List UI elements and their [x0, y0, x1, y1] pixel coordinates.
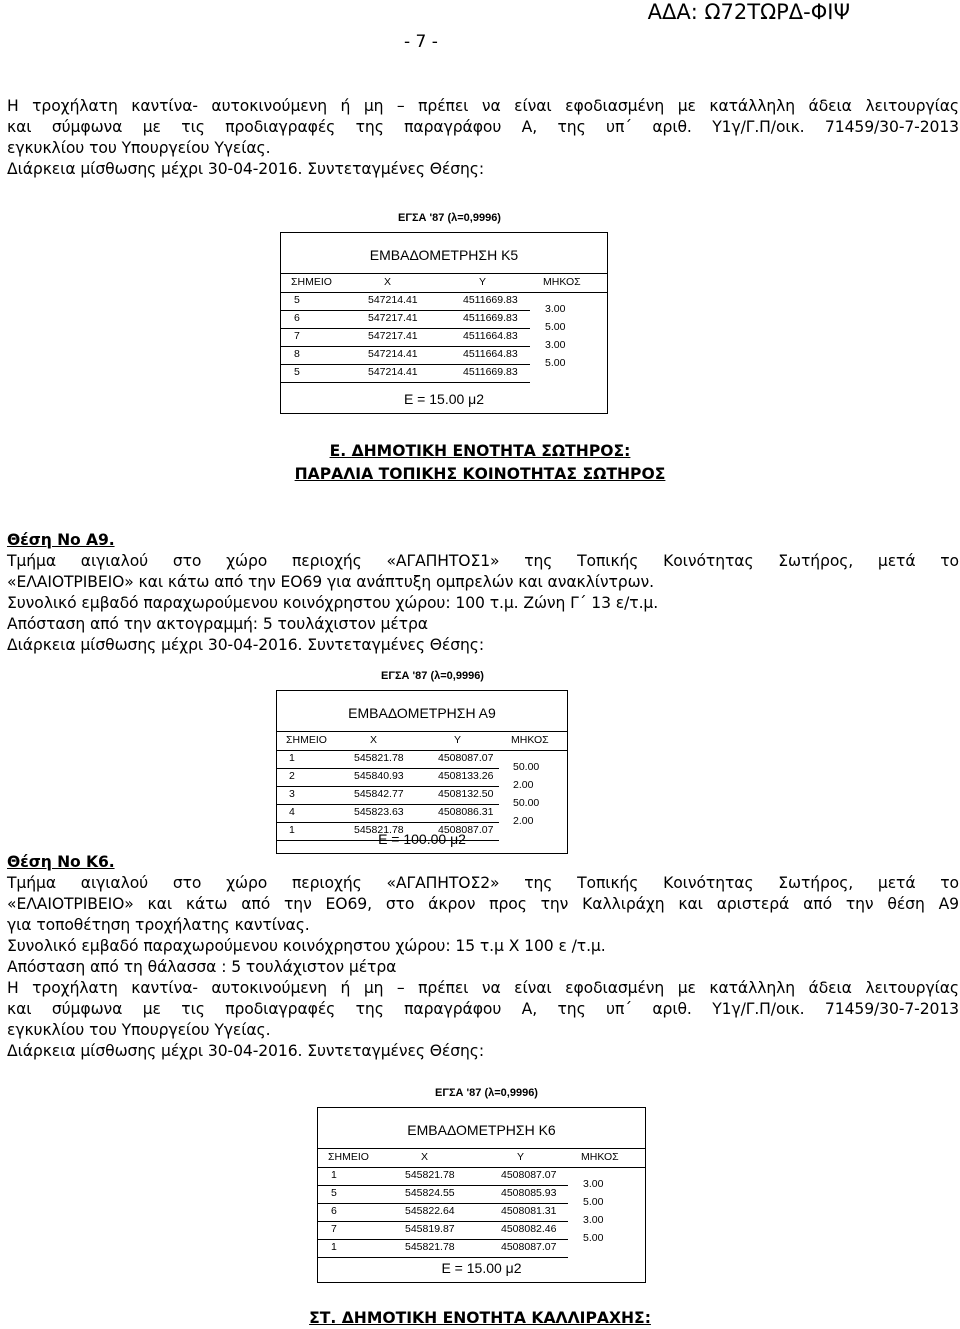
text-line: «ΕΛΑΙΟΤΡΙΒΕΙΟ» και κάτω από την ΕΟ69, στο άκρον προς την Καλλιράχη και αριστερά από την θέση Α9 — [7, 895, 959, 913]
table-cell: 547217.41 — [368, 312, 418, 324]
table-cell: 5 — [294, 366, 300, 378]
text-line: Συνολικό εμβαδό παραχωρούμενου κοινόχρηστου χώρου: 100 τ.μ. Ζώνη Γ΄ 13 ε/τ.μ. — [7, 594, 659, 612]
segment-length: 50.00 — [513, 761, 540, 773]
egsa-label: ΕΓΣΑ '87 (λ=0,9996) — [435, 1087, 538, 1099]
table-cell: 545823.63 — [354, 806, 404, 818]
segment-length: 5.00 — [545, 321, 566, 333]
text-line: Διάρκεια μίσθωσης μέχρι 30-04-2016. Συντεταγμένες Θέσης: — [7, 1042, 485, 1060]
segment-length: 3.00 — [545, 339, 566, 351]
table-cell: 4511669.83 — [463, 312, 518, 324]
segment-length: 50.00 — [513, 797, 540, 809]
text-line: Απόσταση από την ακτογραμμή: 5 τουλάχιστον μέτρα — [7, 615, 428, 633]
column-header: Χ — [421, 1151, 429, 1163]
position-k6-paragraph — [7, 852, 959, 1062]
text-line: Συνολικό εμβαδό παραχωρούμενου κοινόχρηστου χώρου: 15 τ.μ Χ 100 ε /τ.μ. — [7, 937, 606, 955]
column-header: Χ — [370, 734, 378, 746]
segment-length: 2.00 — [513, 779, 534, 791]
ada-code: ΑΔΑ: Ω72ΤΩΡΔ-ΦΙΨ — [647, 0, 850, 24]
column-header: Υ — [479, 276, 487, 288]
table-cell: 4511664.83 — [463, 348, 518, 360]
segment-length: 5.00 — [583, 1196, 604, 1208]
text-line: και σύμφωνα με τις προδιαγραφές της παραγράφου Α, της υπ΄ αριθ. Υ1γ/Γ.Π/οικ. 71459/30-7-2013 — [7, 118, 959, 136]
table-frame — [280, 232, 608, 414]
section-subtitle-e: ΠΑΡΑΛΙΑ ΤΟΠΙΚΗΣ ΚΟΙΝΟΤΗΤΑΣ ΣΩΤΗΡΟΣ — [294, 465, 666, 483]
coordinate-table-k5 — [280, 212, 608, 414]
table-cell: 4508082.46 — [501, 1223, 557, 1235]
table-cell: 545822.64 — [405, 1205, 455, 1217]
table-title: ΕΜΒΑΔΟΜΕΤΡΗΣΗ Κ6 — [407, 1122, 556, 1138]
table-cell: 3 — [289, 788, 295, 800]
table-cell: 1 — [331, 1169, 337, 1181]
table-cell: 1 — [331, 1241, 337, 1253]
egsa-label: ΕΓΣΑ '87 (λ=0,9996) — [398, 212, 501, 224]
table-cell: 4508086.31 — [438, 806, 494, 818]
table-cell: 7 — [294, 330, 300, 342]
table-cell: 547217.41 — [368, 330, 418, 342]
table-cell: 6 — [294, 312, 300, 324]
column-header: Χ — [384, 276, 392, 288]
segment-length: 3.00 — [583, 1178, 604, 1190]
table-cell: 6 — [331, 1205, 337, 1217]
table-cell: 1 — [289, 752, 295, 764]
table-frame — [317, 1107, 646, 1283]
table-cell: 4508087.07 — [501, 1169, 557, 1181]
text-line: για τοποθέτηση τροχήλατης καντίνας. — [7, 916, 310, 934]
table-cell: 545821.78 — [354, 752, 404, 764]
column-header: ΣΗΜΕΙΟ — [328, 1151, 369, 1163]
segment-length: 5.00 — [583, 1232, 604, 1244]
table-cell: 545821.78 — [405, 1169, 455, 1181]
table-cell: 4511669.83 — [463, 294, 518, 306]
intro-paragraph — [7, 96, 959, 180]
table-title: ΕΜΒΑΔΟΜΕΤΡΗΣΗ Α9 — [348, 705, 496, 721]
position-heading: Θέση Νο Κ6. — [7, 853, 115, 871]
position-a9-paragraph — [7, 530, 959, 656]
table-title: ΕΜΒΑΔΟΜΕΤΡΗΣΗ Κ5 — [369, 247, 519, 263]
section-title-st: ΣΤ. ΔΗΜΟΤΙΚΗ ΕΝΟΤΗΤΑ ΚΑΛΛΙΡΑΧΗΣ: — [309, 1309, 651, 1327]
column-header: Υ — [517, 1151, 525, 1163]
text-line: εγκυκλίου του Υπουργείου Υγείας. — [7, 139, 271, 157]
column-header: Υ — [454, 734, 462, 746]
table-cell: 2 — [289, 770, 295, 782]
table-cell: 545840.93 — [354, 770, 404, 782]
table-cell: 8 — [294, 348, 300, 360]
table-cell: 7 — [331, 1223, 337, 1235]
text-line: Απόσταση από τη θάλασσα : 5 τουλάχιστον μέτρα — [7, 958, 397, 976]
table-cell: 545824.55 — [405, 1187, 455, 1199]
text-line: Η τροχήλατη καντίνα- αυτοκινούμενη ή μη – πρέπει να είναι εφοδιασμένη με κατάλληλη άδεια λειτουργίας — [7, 97, 959, 115]
text-line: και σύμφωνα με τις προδιαγραφές της παραγράφου Α, της υπ΄ αριθ. Υ1γ/Γ.Π/οικ. 71459/30-7-2013 — [7, 1000, 959, 1018]
table-cell: 4508132.50 — [438, 788, 494, 800]
text-line: «ΕΛΑΙΟΤΡΙΒΕΙΟ» και κάτω από την ΕΟ69 για ανάπτυξη ομπρελών και ανακλίντρων. — [7, 573, 655, 591]
table-cell: 545842.77 — [354, 788, 404, 800]
table-cell: 545821.78 — [354, 824, 404, 836]
column-header: ΜΗΚΟΣ — [511, 734, 549, 746]
segment-length: 2.00 — [513, 815, 534, 827]
table-header-row — [281, 273, 607, 293]
table-cell: 1 — [289, 824, 295, 836]
table-cell: 4508085.93 — [501, 1187, 557, 1199]
text-line: Τμήμα αιγιαλού στο χώρο περιοχής «ΑΓΑΠΗΤΟΣ2» της Τοπικής Κοινότητας Σωτήρος, μετά το — [7, 874, 959, 892]
coordinate-table-k6 — [317, 1087, 646, 1283]
area-total: Ε = 15.00 μ2 — [441, 1260, 522, 1276]
table-cell: 4508087.07 — [501, 1241, 557, 1253]
segment-length: 3.00 — [545, 303, 566, 315]
table-cell: 5 — [331, 1187, 337, 1199]
column-header: ΣΗΜΕΙΟ — [286, 734, 327, 746]
section-title-e: Ε. ΔΗΜΟΤΙΚΗ ΕΝΟΤΗΤΑ ΣΩΤΗΡΟΣ: — [329, 442, 631, 460]
table-cell: 4508081.31 — [501, 1205, 557, 1217]
table-header-row — [277, 731, 567, 751]
table-cell: 547214.41 — [368, 366, 418, 378]
column-header: ΣΗΜΕΙΟ — [291, 276, 332, 288]
table-cell: 545821.78 — [405, 1241, 455, 1253]
area-total: Ε = 15.00 μ2 — [403, 391, 485, 407]
position-heading: Θέση Νο Α9. — [7, 531, 115, 549]
table-cell: 4 — [289, 806, 295, 818]
segment-length: 5.00 — [545, 357, 566, 369]
page-number: - 7 - — [404, 32, 438, 52]
column-header: ΜΗΚΟΣ — [543, 276, 581, 288]
text-line: εγκυκλίου του Υπουργείου Υγείας. — [7, 1021, 271, 1039]
table-cell: 4508087.07 — [438, 752, 494, 764]
table-cell: 4511664.83 — [463, 330, 518, 342]
table-cell: 4508133.26 — [438, 770, 494, 782]
table-cell: 4511669.83 — [463, 366, 518, 378]
segment-length: 3.00 — [583, 1214, 604, 1226]
table-cell: 4508087.07 — [438, 824, 494, 836]
coordinate-table-a9 — [276, 670, 568, 854]
text-line: Διάρκεια μίσθωσης μέχρι 30-04-2016. Συντεταγμένες Θέσης: — [7, 160, 485, 178]
table-header-row — [318, 1148, 645, 1168]
table-frame — [276, 690, 568, 854]
egsa-label: ΕΓΣΑ '87 (λ=0,9996) — [381, 670, 484, 682]
column-header: ΜΗΚΟΣ — [581, 1151, 619, 1163]
table-cell: 547214.41 — [368, 348, 418, 360]
text-line: Η τροχήλατη καντίνα- αυτοκινούμενη ή μη – πρέπει να είναι εφοδιασμένη με κατάλληλη άδεια λειτουργίας — [7, 979, 959, 997]
table-cell: 5 — [294, 294, 300, 306]
text-line: Διάρκεια μίσθωσης μέχρι 30-04-2016. Συντεταγμένες Θέσης: — [7, 636, 485, 654]
table-cell: 547214.41 — [368, 294, 418, 306]
text-line: Τμήμα αιγιαλού στο χώρο περιοχής «ΑΓΑΠΗΤΟΣ1» της Τοπικής Κοινότητας Σωτήρος, μετά το — [7, 552, 959, 570]
area-total: Ε = 100.00 μ2 — [378, 831, 466, 847]
table-cell: 545819.87 — [405, 1223, 455, 1235]
